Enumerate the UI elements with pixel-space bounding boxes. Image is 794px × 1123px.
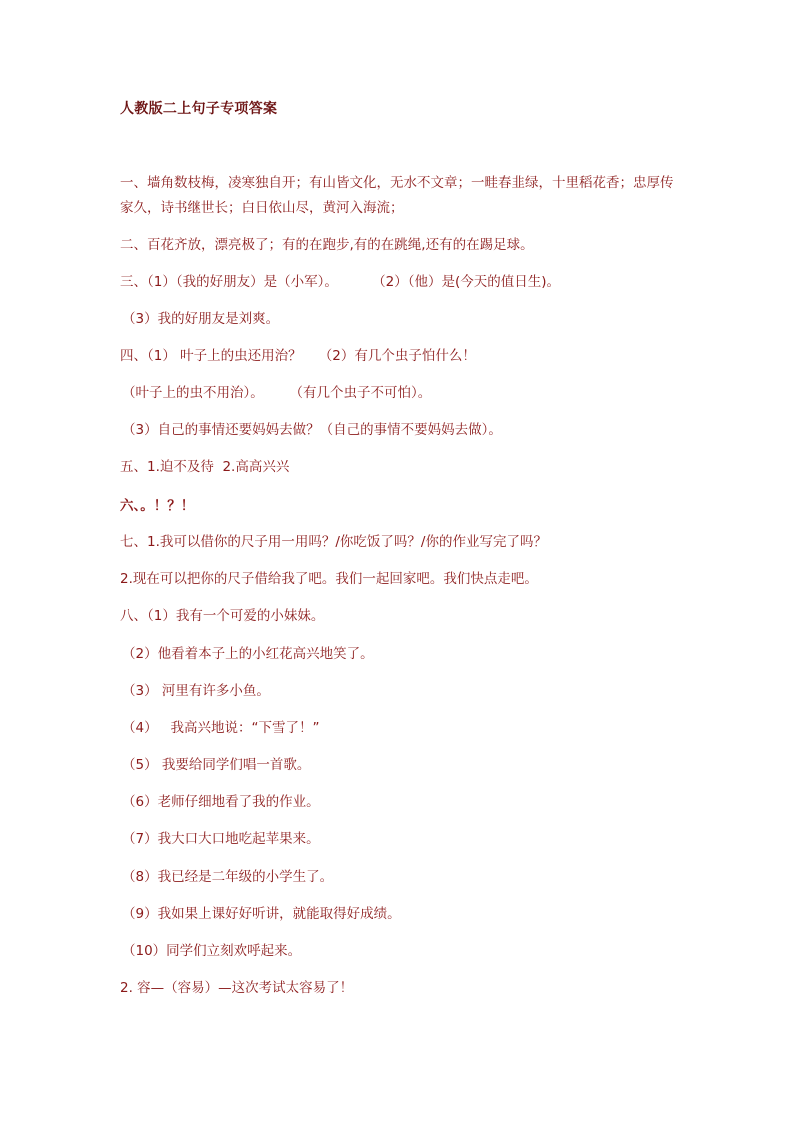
answer-section-3: 三、（1）（我的好朋友）是（小军）。 （2）（他）是(今天的值日生)。 (120, 274, 561, 290)
answer-section-3-item-3: （3）我的好朋友是刘爽。 (122, 311, 280, 327)
answer-section-5: 五、1.迫不及待 2.高高兴兴 (120, 459, 290, 475)
answer-section-7: 七、1.我可以借你的尺子用一用吗？/你吃饭了吗？/你的作业写完了吗？ (120, 534, 547, 550)
answer-section-8: 八、（1）我有一个可爱的小妹妹。 (120, 608, 325, 624)
answer-section-8-item-4: （4） 我高兴地说：“下雪了！” (122, 720, 320, 736)
answer-section-8-part-2: 2. 容—（容易）—这次考试太容易了！ (120, 980, 354, 996)
answer-section-1: 一、墙角数枝梅，凌寒独自开；有山皆文化，无水不文章；一畦春韭绿，十里稻花香；忠厚传家久，诗书继世长；白日依山尽，黄河入海流； (120, 175, 674, 216)
answer-section-4-rewrite: （叶子上的虫不用治）。 （有几个虫子不可怕）。 (122, 385, 432, 401)
answer-section-4-item-3: （3）自己的事情还要妈妈去做？（自己的事情不要妈妈去做）。 (122, 422, 502, 438)
answer-section-8-item-6: （6）老师仔细地看了我的作业。 (122, 794, 320, 810)
answer-section-8-item-7: （7）我大口大口地吃起苹果来。 (122, 831, 320, 847)
answer-section-8-item-9: （9）我如果上课好好听讲，就能取得好成绩。 (122, 906, 401, 922)
answer-section-4: 四、（1） 叶子上的虫还用治？ （2）有几个虫子怕什么！ (120, 348, 476, 364)
answer-section-6: 六、。！？！ (120, 498, 195, 514)
answer-section-8-item-8: （8）我已经是二年级的小学生了。 (122, 869, 334, 885)
answer-section-8-item-3: （3） 河里有许多小鱼。 (122, 683, 270, 699)
document-title: 人教版二上句子专项答案 (120, 101, 278, 117)
answer-section-8-item-10: （10）同学们立刻欢呼起来。 (122, 943, 302, 959)
answer-section-7-item-2: 2.现在可以把你的尺子借给我了吧。我们一起回家吧。我们快点走吧。 (120, 571, 538, 587)
answer-section-2: 二、百花齐放，漂亮极了；有的在跑步,有的在跳绳,还有的在踢足球。 (120, 237, 534, 253)
answer-section-8-item-2: （2）他看着本子上的小红花高兴地笑了。 (122, 646, 374, 662)
answer-section-8-item-5: （5） 我要给同学们唱一首歌。 (122, 757, 311, 773)
